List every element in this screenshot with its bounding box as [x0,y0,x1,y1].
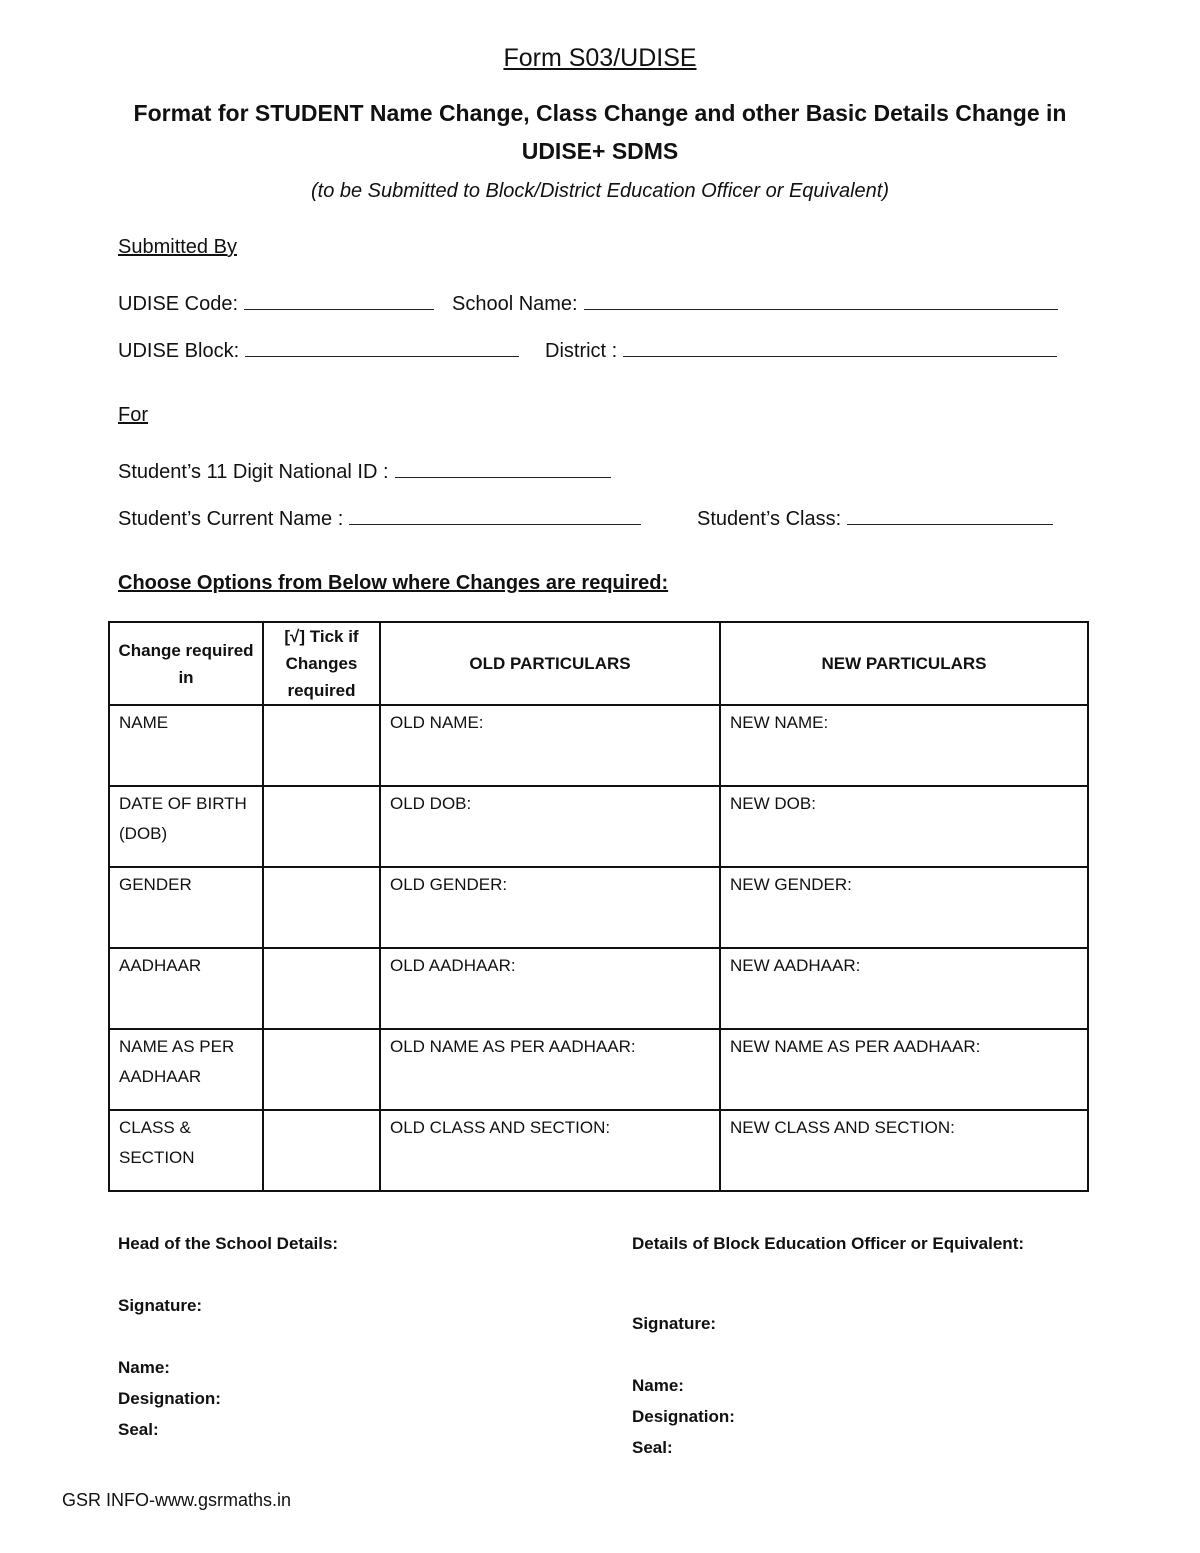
new-value-cell[interactable]: NEW NAME: [720,705,1088,786]
student-class-label: Student’s Class: [697,508,842,530]
tick-cell[interactable] [263,1110,380,1191]
row-field: AADHAAR [109,948,263,1029]
new-value-cell[interactable]: NEW DOB: [720,786,1088,867]
old-value-cell[interactable]: OLD DOB: [380,786,720,867]
footer-credit: GSR INFO-www.gsrmaths.in [62,1490,292,1510]
form-code: Form S03/UDISE [503,44,697,72]
tick-cell[interactable] [263,867,380,948]
new-value-cell[interactable]: NEW CLASS AND SECTION: [720,1110,1088,1191]
for-heading: For [118,404,148,426]
tick-cell[interactable] [263,705,380,786]
table-row [109,948,1088,1029]
header-new-particulars: NEW PARTICULARS [720,622,1088,705]
new-value-cell[interactable]: NEW AADHAAR: [720,948,1088,1029]
officer-signature-label: Signature: [632,1314,717,1333]
udise-block-label: UDISE Block: [118,340,240,362]
tick-cell[interactable] [263,948,380,1029]
table-row [109,1110,1088,1191]
school-name-field[interactable] [584,291,1058,310]
header-old-particulars: OLD PARTICULARS [380,622,720,705]
national-id-field[interactable] [395,459,611,478]
officer-name-label: Name: [632,1376,684,1395]
national-id-row [118,459,611,484]
udise-code-label: UDISE Code: [118,293,239,315]
udise-block-field[interactable] [245,338,519,357]
changes-table [108,621,1089,1192]
header-tick: [√] Tick if Changes required [263,622,380,705]
form-title-line-1: Format for STUDENT Name Change, Class Change and other Basic Details Change in [133,100,1067,126]
student-class-field[interactable] [847,506,1053,525]
table-header-row [109,622,1088,705]
current-name-field[interactable] [349,506,641,525]
udise-code-field[interactable] [244,291,434,310]
row-field: CLASS & SECTION [109,1110,263,1191]
table-row [109,1029,1088,1110]
options-heading: Choose Options from Below where Changes are required: [118,572,669,594]
head-signature-label: Signature: [118,1296,203,1315]
tick-cell[interactable] [263,786,380,867]
table-row [109,705,1088,786]
head-seal-label: Seal: [118,1420,159,1439]
head-designation-label: Designation: [118,1389,221,1408]
old-value-cell[interactable]: OLD NAME AS PER AADHAAR: [380,1029,720,1110]
school-name-label: School Name: [452,293,578,315]
old-value-cell[interactable]: OLD NAME: [380,705,720,786]
form-title-line-2: UDISE+ SDMS [521,138,679,164]
form-subtitle: (to be Submitted to Block/District Education Officer or Equivalent) [310,180,890,202]
new-value-cell[interactable]: NEW NAME AS PER AADHAAR: [720,1029,1088,1110]
officer-designation-label: Designation: [632,1407,735,1426]
student-class-row [697,506,1053,531]
udise-block-row [118,338,519,363]
head-name-label: Name: [118,1358,170,1377]
old-value-cell[interactable]: OLD GENDER: [380,867,720,948]
row-field: DATE OF BIRTH (DOB) [109,786,263,867]
table-row [109,786,1088,867]
current-name-row [118,506,641,531]
table-row [109,867,1088,948]
row-field: GENDER [109,867,263,948]
district-field[interactable] [623,338,1057,357]
officer-seal-label: Seal: [632,1438,673,1457]
submitted-by-heading: Submitted By [118,236,237,258]
national-id-label: Student’s 11 Digit National ID : [118,461,389,483]
block-officer-heading: Details of Block Education Officer or Equivalent: [632,1234,1025,1253]
row-field: NAME [109,705,263,786]
old-value-cell[interactable]: OLD AADHAAR: [380,948,720,1029]
tick-cell[interactable] [263,1029,380,1110]
header-change-required-in: Change required in [109,622,263,705]
udise-code-row [118,291,434,316]
district-label: District : [545,340,618,362]
school-name-row [452,291,1058,316]
head-of-school-heading: Head of the School Details: [118,1234,339,1253]
row-field: NAME AS PER AADHAAR [109,1029,263,1110]
current-name-label: Student’s Current Name : [118,508,344,530]
old-value-cell[interactable]: OLD CLASS AND SECTION: [380,1110,720,1191]
new-value-cell[interactable]: NEW GENDER: [720,867,1088,948]
district-row [545,338,1057,363]
